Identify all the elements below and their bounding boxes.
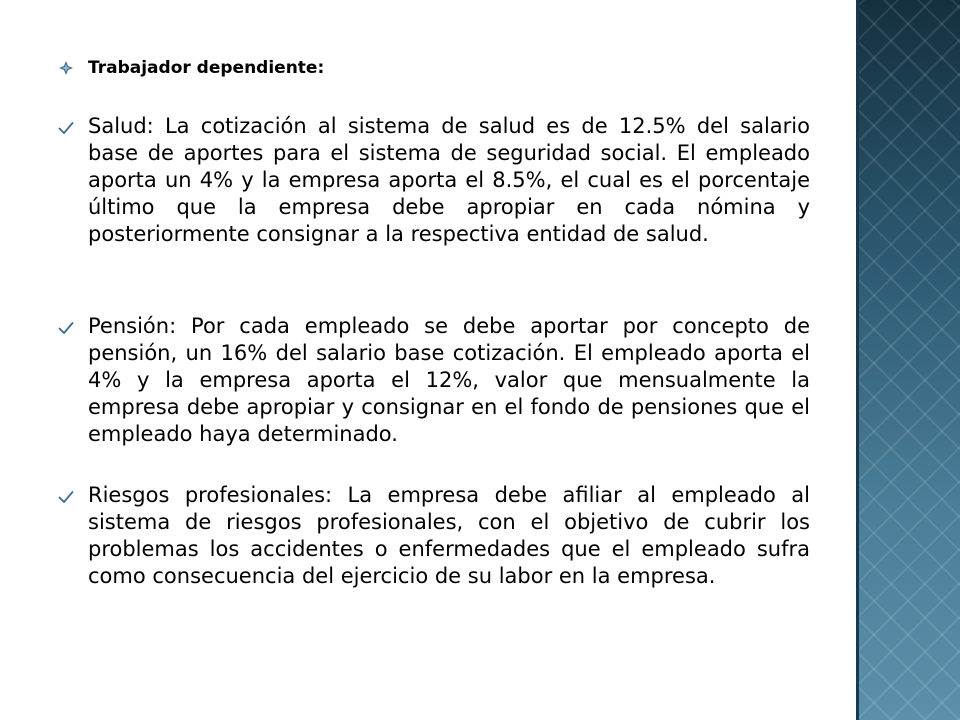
checkmark-icon: [58, 490, 74, 504]
bullet-text-salud: Salud: La cotización al sistema de salud es de 12.5% del salario base de aportes para el sistema de seguridad social. El empleado aporta un 4% y la empresa aporta el 8.5%, el cual es el porcentaje último que la empresa debe apropiar en cada nómina y posteriormente consignar a la respectiva entidad de salud.: [88, 114, 810, 246]
bullet-text-pension: Pensión: Por cada empleado se debe aportar por concepto de pensión, un 16% del salario base cotización. El empleado aporta el 4% y la empresa aporta el 12%, valor que mensualmente la empresa debe apropiar y consignar en el fondo de pensiones que el empleado haya determinado.: [88, 314, 810, 446]
decorative-side-panel: [856, 0, 960, 720]
bullet-item-pension: [58, 313, 816, 448]
heading-text: Trabajador dependiente:: [88, 58, 325, 78]
checkmark-icon: [58, 121, 74, 135]
side-panel-edge: [856, 0, 859, 720]
bullet-item-riesgos: [58, 482, 816, 590]
bullet-text-riesgos: Riesgos profesionales: La empresa debe afiliar al empleado al sistema de riesgos profesionales, con el objetivo de cubrir los problemas los accidentes o enfermedades que el empleado sufra como consecuencia del ejercicio de su labor en la empresa.: [88, 483, 810, 588]
section-heading: [58, 56, 818, 80]
checkmark-icon: [58, 321, 74, 335]
bullet-item-salud: [58, 113, 816, 248]
diamond-bullet-icon: [58, 60, 74, 76]
